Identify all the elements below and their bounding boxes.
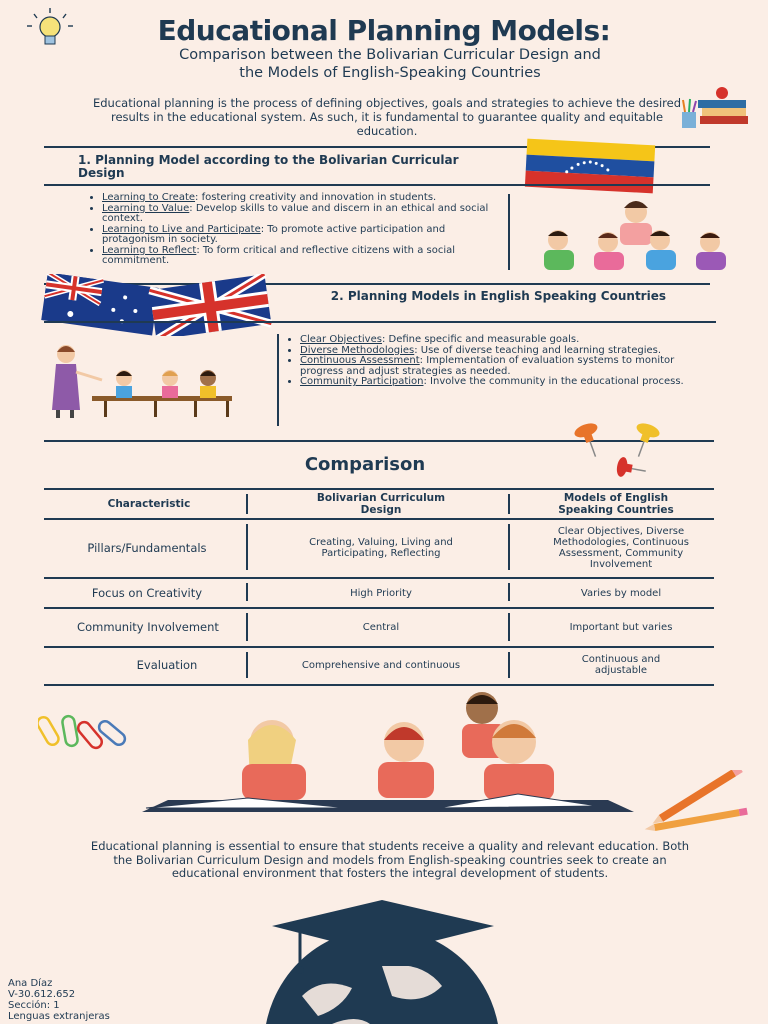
table-rule: [508, 652, 510, 678]
students-studying-illustration: [138, 690, 638, 820]
page-title: Educational Planning Models:: [157, 14, 611, 47]
page-subtitle: Comparison between the Bolivarian Curricular Design and the Models of English-Speaking Countries: [179, 47, 601, 81]
table-cell: Clear Objectives, Diverse Methodologies, Continuous Assessment, Community Involvement: [553, 526, 689, 570]
list-item: • Community Participation: Involve the community in the educational process.: [300, 377, 700, 388]
author-id: V-30.612.652: [8, 989, 76, 1000]
table-rule: [246, 494, 248, 514]
list-item: • Learning to Create: fostering creativity and innovation in students.: [102, 193, 502, 204]
books-icon: [680, 84, 752, 132]
table-cell: Evaluation: [136, 657, 198, 672]
list-item: • Clear Objectives: Define specific and measurable goals.: [300, 335, 700, 346]
table-cell: Pillars/Fundamentals: [87, 540, 207, 555]
closing-paragraph: Educational planning is essential to ensure that students receive a quality and relevant education. Both the Bolivarian Curriculum Design and models from English-speaking countries seek to create an educational environment that fosters the integral development of students.: [90, 839, 690, 880]
list-item: • Continuous Assessment: Implementation of evaluation systems to monitor progress and adjust strategies as needed.: [300, 356, 700, 377]
table-cell: Central: [362, 622, 400, 633]
section2-list: [286, 335, 700, 388]
table-rule: [246, 524, 248, 570]
table-header-bolivarian: Bolivarian Curriculum Design: [316, 492, 446, 516]
list-item: • Learning to Value: Develop skills to value and discern in an ethical and social context.: [102, 204, 502, 225]
table-rule: [246, 583, 248, 601]
divider-vertical: [508, 194, 510, 270]
divider: [44, 184, 710, 186]
table-cell: Creating, Valuing, Living and Participating, Reflecting: [309, 537, 453, 559]
comparison-title: Comparison: [304, 454, 426, 475]
author-program: Lenguas extranjeras: [8, 1011, 110, 1022]
table-header-english: Models of English Speaking Countries: [558, 492, 674, 516]
divider-vertical: [277, 334, 279, 426]
classroom-illustration: [44, 340, 236, 422]
author-section: Sección: 1: [8, 1000, 60, 1011]
section2-title: 2. Planning Models in English Speaking Countries: [330, 289, 666, 303]
venezuela-flag-icon: [522, 138, 658, 196]
list-item: • Learning to Live and Participate: To promote active participation and protagonism in society.: [102, 225, 502, 246]
section1-list: [88, 193, 502, 267]
paper-clips-icon: [38, 710, 134, 760]
list-item: • Learning to Reflect: To form critical and reflective citizens with a social commitment.: [102, 246, 502, 267]
author-info: [8, 978, 110, 1022]
table-rule: [508, 494, 510, 514]
table-cell: Comprehensive and continuous: [301, 659, 461, 671]
table-cell: High Priority: [350, 587, 412, 599]
children-illustration: [524, 198, 750, 272]
table-cell: Community Involvement: [77, 620, 219, 634]
table-cell: Focus on Creativity: [91, 585, 203, 600]
table-rule: [44, 684, 714, 686]
graduation-globe-illustration: [232, 896, 534, 1024]
list-item: • Diverse Methodologies: Use of diverse teaching and learning strategies.: [300, 346, 700, 357]
table-rule: [508, 524, 510, 570]
table-cell: Varies by model: [580, 587, 662, 599]
table-header-characteristic: Characteristic: [107, 498, 191, 510]
author-name: Ana Díaz: [8, 978, 53, 989]
table-cell: Important but varies: [569, 622, 673, 633]
intro-paragraph: Educational planning is the process of defining objectives, goals and strategies to achieve the desired results in the educational system. As such, it is fundamental to guarantee quality and equitable education.: [92, 96, 682, 138]
divider: [44, 321, 716, 323]
uk-australia-flags-icon: [40, 274, 272, 336]
table-cell: Continuous and adjustable: [581, 654, 661, 676]
table-rule: [508, 583, 510, 601]
table-rule: [246, 613, 248, 641]
table-rule: [508, 613, 510, 641]
pencils-icon: [640, 770, 758, 836]
section1-title: 1. Planning Model according to the Bolivarian Curricular Design: [78, 153, 459, 180]
